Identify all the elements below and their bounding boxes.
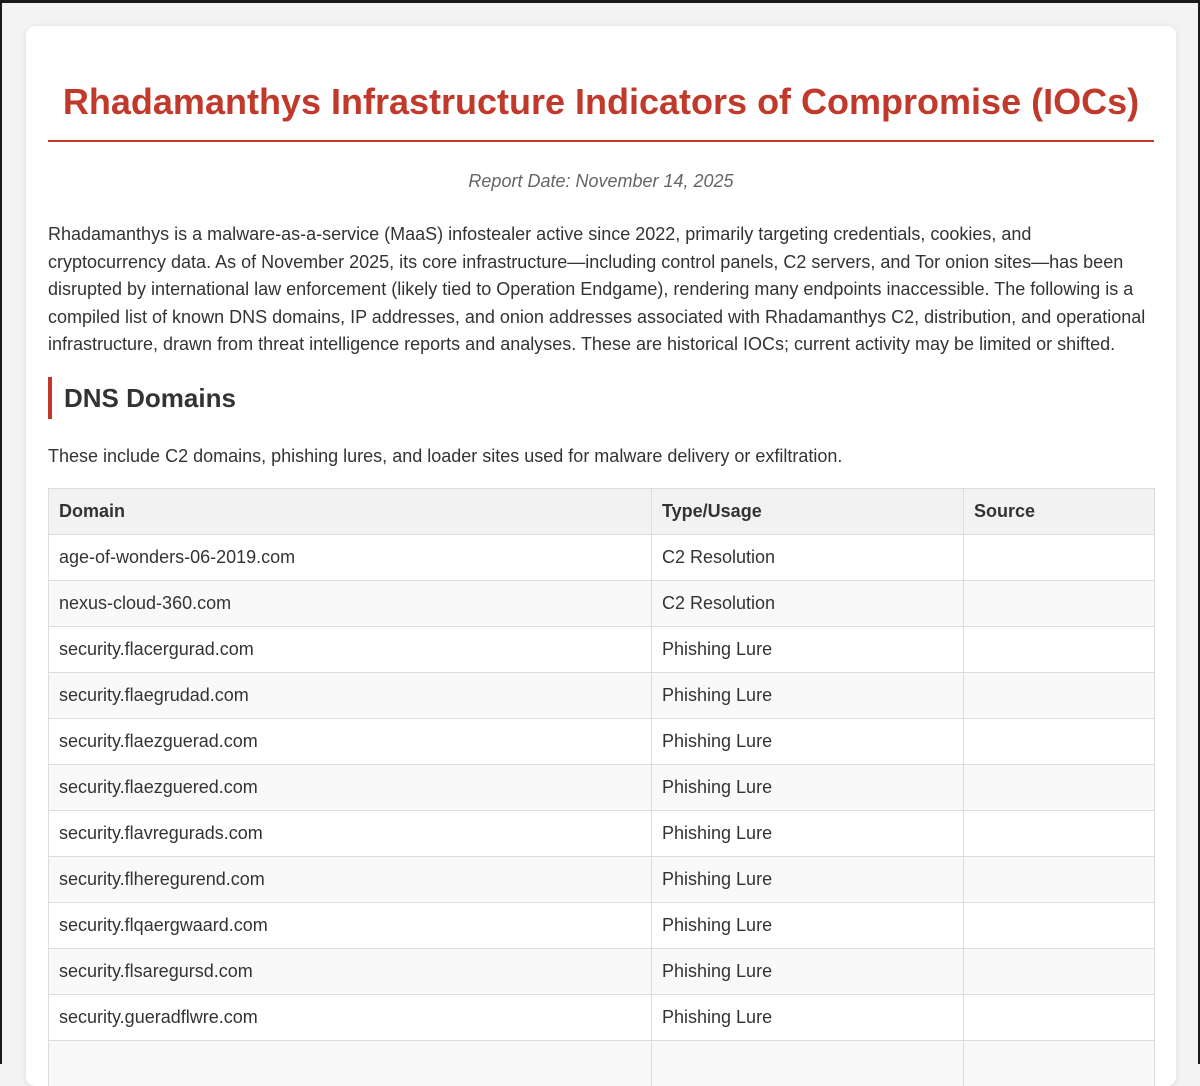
domain-cell: security.flacergurad.com (49, 626, 652, 672)
type-cell: Phishing Lure (652, 718, 964, 764)
section-description-dns: These include C2 domains, phishing lures, and loader sites used for malware delivery or exfiltration. (48, 445, 1154, 467)
domain-cell: age-of-wonders-06-2019.com (49, 534, 652, 580)
table-row (49, 764, 1155, 810)
report-card (26, 26, 1176, 1086)
domain-cell: security.flaezguerad.com (49, 718, 652, 764)
domain-cell: security.flaegrudad.com (49, 672, 652, 718)
type-cell: Phishing Lure (652, 856, 964, 902)
source-cell (964, 672, 1155, 718)
source-cell (964, 626, 1155, 672)
type-cell: Phishing Lure (652, 948, 964, 994)
table-row (49, 902, 1155, 948)
table-row (49, 948, 1155, 994)
report-date: Report Date: November 14, 2025 (48, 170, 1154, 192)
column-header-type: Type/Usage (652, 488, 964, 534)
domain-cell (49, 1040, 652, 1086)
table-row (49, 626, 1155, 672)
title-divider (48, 140, 1154, 142)
window-top-edge (0, 0, 1200, 3)
type-cell: C2 Resolution (652, 580, 964, 626)
domain-cell: nexus-cloud-360.com (49, 580, 652, 626)
dns-domains-table (48, 488, 1155, 1086)
source-cell (964, 764, 1155, 810)
domain-cell: security.flheregurend.com (49, 856, 652, 902)
intro-paragraph: Rhadamanthys is a malware-as-a-service (MaaS) infostealer active since 2022, primarily targeting credentials, cookies, and cryptocurrency data. As of November 2025, its core infrastructure—including control panels, C2 servers, and Tor onion sites—has been disrupted by international law enforcement (likely tied to Operation Endgame), rendering many endpoints inaccessible. The following is a compiled list of known DNS domains, IP addresses, and onion addresses associated with Rhadamanthys C2, distribution, and operational infrastructure, drawn from threat intelligence reports and analyses. These are historical IOCs; current activity may be limited or shifted. (48, 221, 1154, 359)
window-left-edge (0, 0, 2, 1064)
table-row (49, 810, 1155, 856)
source-cell (964, 1040, 1155, 1086)
domain-cell: security.flqaergwaard.com (49, 902, 652, 948)
domain-cell: security.flavregurads.com (49, 810, 652, 856)
source-cell (964, 580, 1155, 626)
type-cell: Phishing Lure (652, 810, 964, 856)
page-title: Rhadamanthys Infrastructure Indicators of Compromise (IOCs) (48, 26, 1154, 140)
type-cell: Phishing Lure (652, 902, 964, 948)
table-row (49, 856, 1155, 902)
table-row (49, 718, 1155, 764)
type-cell: Phishing Lure (652, 626, 964, 672)
table-header-row (49, 488, 1155, 534)
table-row (49, 994, 1155, 1040)
type-cell: Phishing Lure (652, 994, 964, 1040)
table-row (49, 1040, 1155, 1086)
domain-cell: security.gueradflwre.com (49, 994, 652, 1040)
source-cell (964, 994, 1155, 1040)
source-cell (964, 856, 1155, 902)
type-cell (652, 1040, 964, 1086)
source-cell (964, 948, 1155, 994)
source-cell (964, 810, 1155, 856)
section-heading-dns: DNS Domains (48, 377, 1154, 419)
column-header-domain: Domain (49, 488, 652, 534)
domain-cell: security.flsaregursd.com (49, 948, 652, 994)
type-cell: Phishing Lure (652, 764, 964, 810)
table-row (49, 580, 1155, 626)
table-row (49, 672, 1155, 718)
domain-cell: security.flaezguered.com (49, 764, 652, 810)
table-row (49, 534, 1155, 580)
type-cell: Phishing Lure (652, 672, 964, 718)
source-cell (964, 718, 1155, 764)
source-cell (964, 902, 1155, 948)
type-cell: C2 Resolution (652, 534, 964, 580)
column-header-source: Source (964, 488, 1155, 534)
source-cell (964, 534, 1155, 580)
